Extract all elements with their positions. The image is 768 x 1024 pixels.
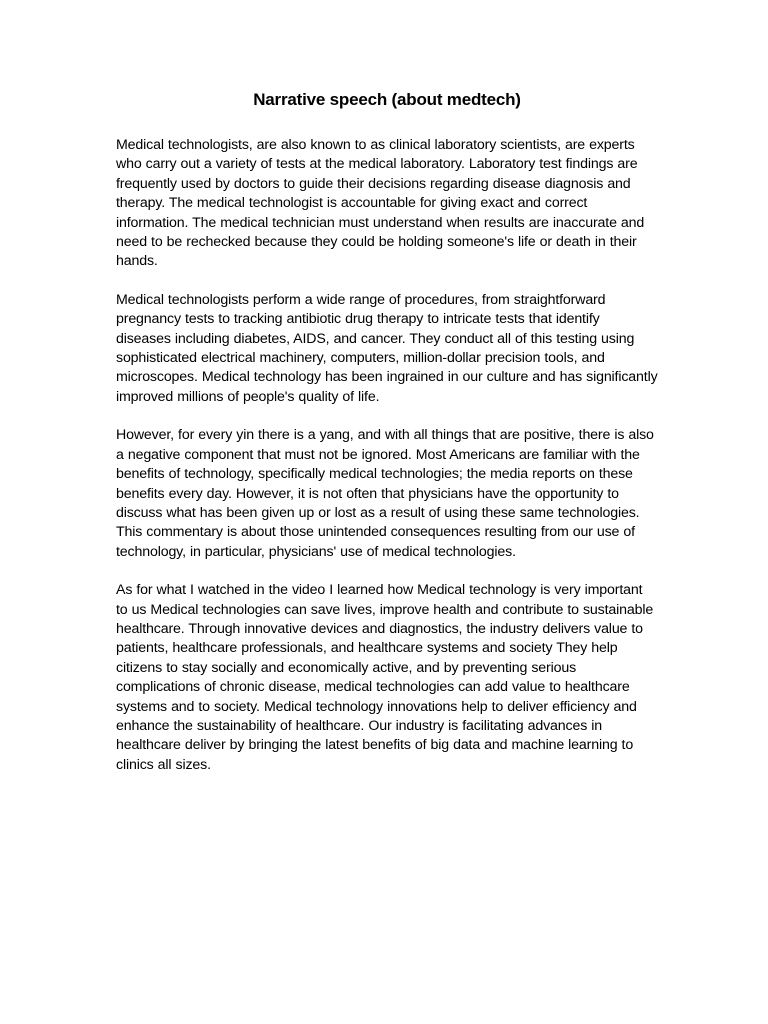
document-title: Narrative speech (about medtech) xyxy=(253,90,521,109)
paragraph-1: Medical technologists, are also known to as clinical laboratory scientists, are experts who carry out a variety of tests at the medical laboratory. Laboratory test findings are frequently used by doctors to guide their decisions regarding disease diagnosis and therapy. The medical technologist is accountable for giving exact and correct information. The medical technician must understand when results are inaccurate and need to be rechecked because they could be holding someone's life or death in their hands. xyxy=(116,137,645,270)
paragraph-4: As for what I watched in the video I learned how Medical technology is very important to us Medical technologies can save lives, improve health and contribute to sustainable healthcare. Through innovative devices and diagnostics, the industry delivers value to patients, healthcare professionals, and healthcare systems and society They help citizens to stay socially and economically active, and by preventing serious complications of chronic disease, medical technologies can add value to healthcare systems and to society. Medical technology innovations help to deliver efficiency and enhance the sustainability of healthcare. Our industry is facilitating advances in healthcare deliver by bringing the latest benefits of big data and machine learning to clinics all sizes. xyxy=(116,582,654,773)
paragraph-2: Medical technologists perform a wide range of procedures, from straightforward pregnancy tests to tracking antibiotic drug therapy to intricate tests that identify diseases including diabetes, AIDS, and cancer. They conduct all of this testing using sophisticated electrical machinery, computers, million-dollar precision tools, and microscopes. Medical technology has been ingrained in our culture and has significantly improved millions of people's quality of life. xyxy=(116,291,658,405)
document-body xyxy=(116,136,658,775)
paragraph-3: However, for every yin there is a yang, and with all things that are positive, there is also a negative component that must not be ignored. Most Americans are familiar with the benefits of technology, specifically medical technologies; the media reports on these benefits every day. However, it is not often that physicians have the opportunity to discuss what has been given up or lost as a result of using these same technologies. This commentary is about those unintended consequences resulting from our use of technology, in particular, physicians' use of medical technologies. xyxy=(116,427,654,560)
